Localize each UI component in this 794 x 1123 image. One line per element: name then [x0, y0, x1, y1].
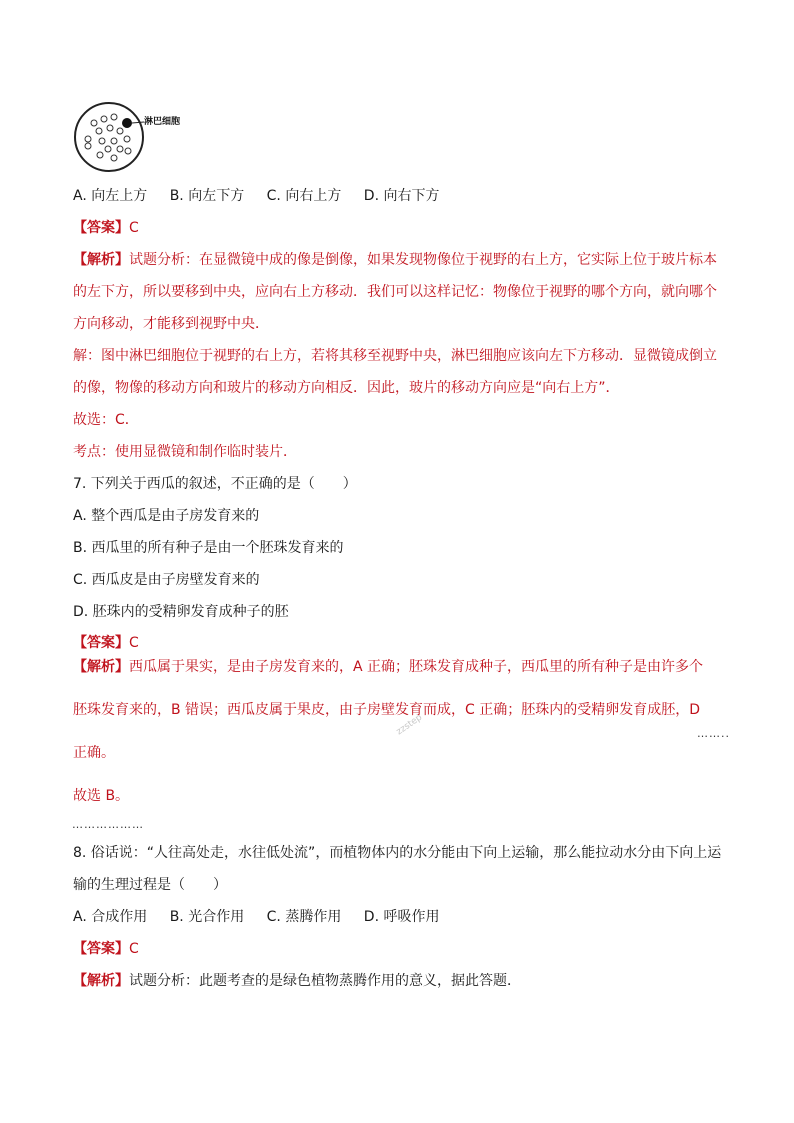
q7-analysis-line-3: 正确。 — [73, 745, 115, 761]
q8-option-a: A. 合成作用 — [73, 909, 148, 925]
q6-solution-line-2: 的像，物像的移动方向和玻片的移动方向相反．因此，玻片的移动方向应是“向右上方”． — [73, 380, 620, 396]
q7-analysis-line-2: 胚珠发育来的，B 错误；西瓜皮属于果皮，由子房壁发育而成，C 正确；胚珠内的受精卵发育成胚，D — [73, 702, 701, 718]
q8-analysis-line-1 — [73, 971, 521, 991]
q6-analysis-line-3: 方向移动，才能移到视野中央． — [73, 316, 269, 332]
analysis-tag: 【解析】 — [73, 252, 129, 268]
q6-option-b: B. 向左下方 — [169, 188, 245, 204]
q8-option-b: B. 光合作用 — [169, 909, 245, 925]
answer-tag: 【答案】 — [73, 220, 129, 236]
q7-stem: 7. 下列关于西瓜的叙述，不正确的是（ ） — [73, 476, 357, 492]
answer-tag: 【答案】 — [73, 635, 129, 651]
answer-value: C — [129, 635, 139, 651]
q8-stem-line-2: 输的生理过程是（ ） — [73, 877, 227, 893]
dots-left: ……………… — [72, 818, 144, 831]
dots-right: …….. — [697, 727, 730, 740]
microscope-field-figure — [72, 101, 192, 173]
analysis-text: 西瓜属于果实，是由子房发育来的，A 正确；胚珠发育成种子，西瓜里的所有种子是由许多个 — [129, 659, 704, 675]
q7-analysis-line-1 — [73, 657, 703, 677]
q8-option-c: C. 蒸腾作用 — [266, 909, 342, 925]
q6-solution-line-1: 解：图中淋巴细胞位于视野的右上方，若将其移至视野中央，淋巴细胞应该向左下方移动．显微镜成倒立 — [73, 348, 717, 364]
label-pointer-line — [132, 122, 144, 123]
answer-tag: 【答案】 — [73, 941, 129, 957]
q6-option-d: D. 向右下方 — [363, 188, 440, 204]
analysis-text: 试题分析：在显微镜中成的像是倒像，如果发现物像位于视野的右上方，它实际上位于玻片标本 — [129, 252, 717, 268]
q8-stem-line-1: 8. 俗话说：“人往高处走，水往低处流”，而植物体内的水分能由下向上运输，那么能拉动水分由下向上运 — [73, 845, 722, 861]
q8-options — [73, 907, 457, 927]
q7-option-d: D. 胚珠内的受精卵发育成种子的胚 — [73, 604, 289, 620]
q7-answer — [73, 633, 139, 653]
q6-answer — [73, 218, 139, 238]
lymphocyte-cell — [122, 118, 132, 128]
q7-option-b: B. 西瓜里的所有种子是由一个胚珠发育来的 — [73, 540, 344, 556]
q6-option-c: C. 向右上方 — [266, 188, 342, 204]
watermark: zzstep — [394, 712, 425, 738]
answer-value: C — [129, 941, 139, 957]
q6-option-a: A. 向左上方 — [73, 188, 148, 204]
q7-option-a: A. 整个西瓜是由子房发育来的 — [73, 508, 260, 524]
answer-value: C — [129, 220, 139, 236]
analysis-text: 试题分析：此题考查的是绿色植物蒸腾作用的意义，据此答题． — [129, 973, 521, 989]
q6-point: 考点：使用显微镜和制作临时装片． — [73, 444, 297, 460]
q8-option-d: D. 呼吸作用 — [363, 909, 440, 925]
q7-choose: 故选 B。 — [73, 788, 130, 804]
q6-choose: 故选：C． — [73, 412, 139, 428]
q6-analysis-line-2: 的左下方，所以要移到中央，应向右上方移动．我们可以这样记忆：物像位于视野的哪个方向，就向哪个 — [73, 284, 717, 300]
q7-option-c: C. 西瓜皮是由子房壁发育来的 — [73, 572, 260, 588]
q8-answer — [73, 939, 139, 959]
analysis-tag: 【解析】 — [73, 659, 129, 675]
q6-analysis-line-1 — [73, 250, 717, 270]
figure-label: 淋巴细胞 — [144, 117, 181, 127]
analysis-tag: 【解析】 — [73, 973, 129, 989]
q6-options — [73, 186, 457, 206]
